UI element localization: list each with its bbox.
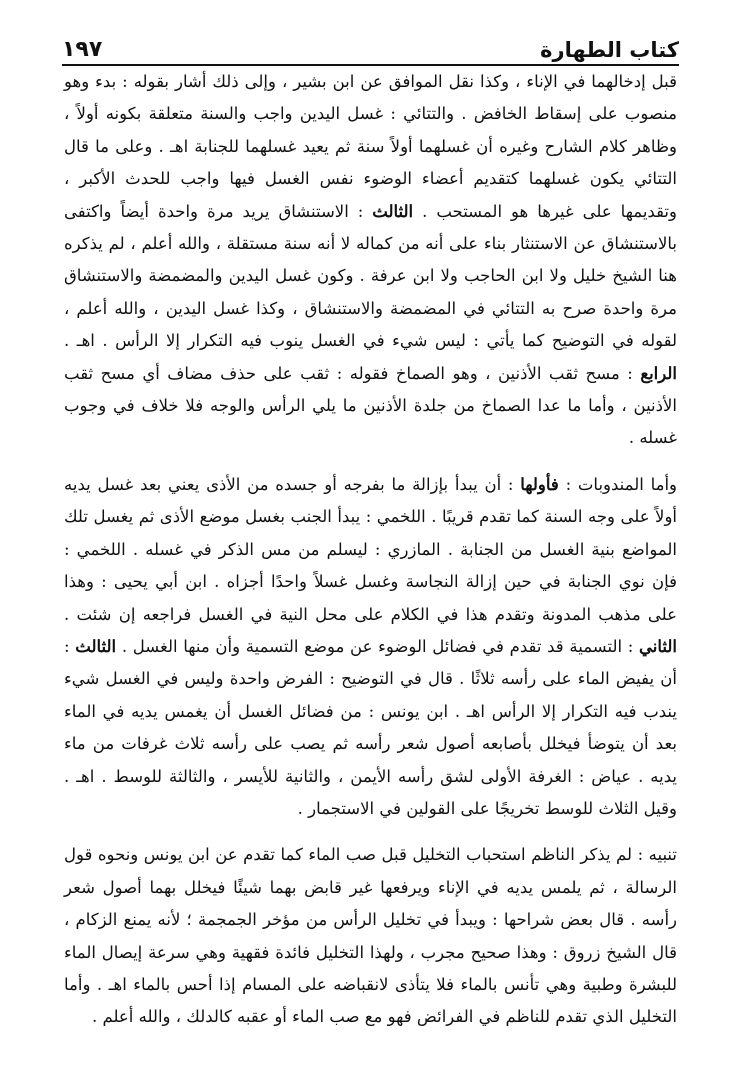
text-segment: : الاستنشاق يريد مرة واحدة أيضاً واكتفى بالاستنشاق عن الاستنثار بناء على أنه من كماله لا أنه سنة مستقلة ، والله أعلم ، لم يذكره هنا الشيخ خليل ولا ابن الحاجب ولا ابن عرفة . وكون غسل اليدين والمضمضة والاستنشاق مرة واحدة صرح به التتائي في المضمضة والاستنشاق ، وكذا غسل اليدين ، والله أعلم ، لقوله في التوضيح كما يأتي : ليس شيء في الغسل ينوب فيه التكرار إلا الرأس . اهـ . (64, 201, 677, 351)
paragraph-2 (64, 469, 677, 825)
page-number: ١٩٧ (62, 37, 103, 62)
text-segment: تنبيه : لم يذكر الناظم استحباب التخليل قبل صب الماء كما تقدم عن ابن يونس ونحوه قول الرسالة ، ثم يلمس يديه في الإناء ويرفعها غير قابض بهما شيئًا فيخلل بهما أصول شعر رأسه . قال بعض شراحها : ويبدأ في تخليل الرأس من مؤخر الجمجمة ؛ لأنه يمنع الزكام ، قال الشيخ زروق : وهذا صحيح مجرب ، ولهذا التخليل فائدة فقهية وهي سرعة إيصال الماء للبشرة وطبية وهي تأنس بالماء فلا يتأذى لانقباضه على المسام إذا أحس بالماء اهـ . وأما التخليل الذي تقدم للناظم في الفرائض فهو مع صب الماء أو عقبه كالدلك ، والله أعلم . (64, 845, 677, 1027)
heading-second: الثاني (639, 636, 677, 656)
text-segment: : أن يبدأ بإزالة ما بفرجه أو جسده من الأذى يعني بعد غسل يديه أولاً على وجه السنة كما تقدم قريبًا . اللخمي : يبدأ الجنب بغسل موضع الأذى ثم يغسل تلك المواضع بنية الغسل من الجنابة . المازري : ليسلم من مس الذكر في غسله . اللخمي : فإن نوي الجنابة في حين إزالة النجاسة وغسل غسلاً واحدًا أجزاه . ابن أبي يحيى : وهذا على مذهب المدونة وتقدم هذا في الكلام على محل النية في الغسل فراجعه إن شئت . (64, 474, 677, 624)
heading-first: فأولها (520, 474, 559, 494)
paragraph-3-note (64, 839, 677, 1033)
text-segment: قبل إدخالهما في الإناء ، وكذا نقل الموافق عن ابن بشير ، وإلى ذلك أشار بقوله : بدء وهو منصوب على إسقاط الخافض . والتتائي : غسل اليدين واجب والسنة متعلقة بكونه أولاً ، وظاهر كلام الشارح وغيره أن غسلهما أولاً سنة ثم يعيد غسلهما للجنابة اهـ . وعلى ما قال التتائي يكون غسلهما كتقديم أعضاء الوضوء نفس الغسل فيها واجب للحدث الأكبر ، وتقديمها على غيرها هو المستحب . (64, 72, 677, 221)
heading-third: الثالث (372, 201, 414, 221)
text-segment: : أن يفيض الماء على رأسه ثلاثًا . قال في التوضيح : الفرض واحدة وليس في الغسل شيء يندب فيه التكرار إلا الرأس اهـ . ابن يونس : من فضائل الغسل أن يغمس يديه في الماء بعد أن يتوضأ فيخلل بأصابعه أصول شعر رأسه ثم يصب على رأسه ثلاث غرفات من ماء يديه . عياض : الغرفة الأولى لشق رأسه الأيمن ، والثانية للأيسر ، والثالثة للوسط . اهـ . وقيل الثلاث للوسط تخريجًا على القولين في الاستجمار . (64, 636, 677, 818)
heading-third-b: الثالث (75, 636, 117, 656)
chapter-title: كتاب الطهارة (540, 38, 679, 62)
paragraph-1 (64, 66, 677, 455)
text-segment: : مسح ثقب الأذنين ، وهو الصماخ فقوله : ثقب على حذف مضاف أي مسح ثقب الأذنين ، وأما ما عدا الصماخ من جلدة الأذنين ما يلي الرأس والوجه فلا خلاف في وجوب غسله . (64, 363, 677, 448)
text-segment: : التسمية قد تقدم في فضائل الوضوء عن موضع التسمية وأن منها الغسل . (116, 636, 640, 656)
body-text (64, 66, 677, 1034)
running-header (62, 30, 679, 66)
heading-fourth: الرابع (640, 363, 677, 383)
text-segment: وأما المندوبات : (558, 474, 677, 494)
